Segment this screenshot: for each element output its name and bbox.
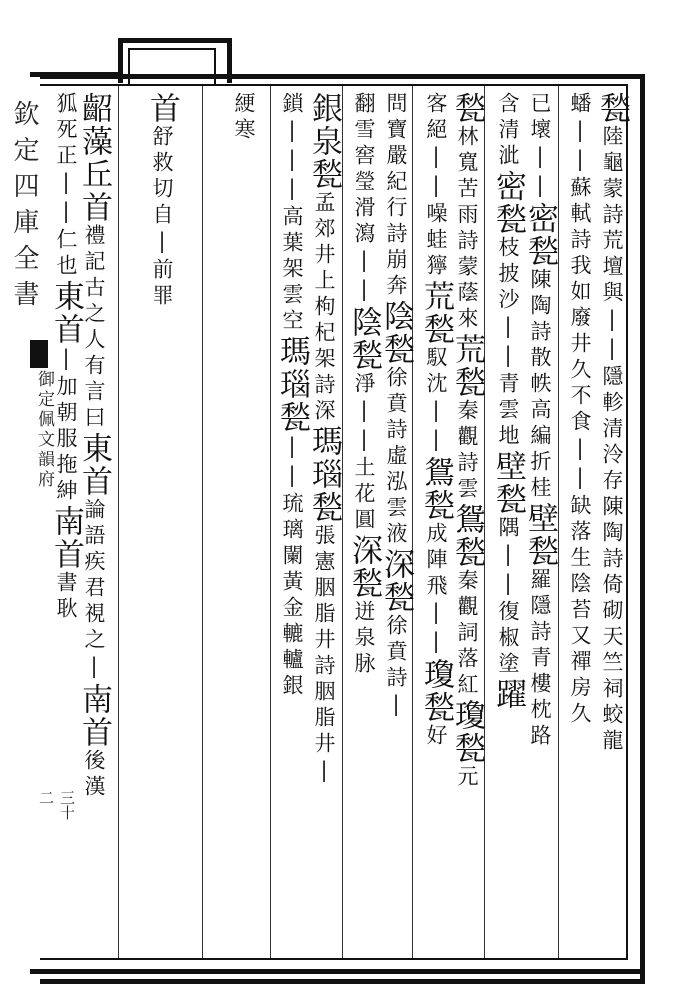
inner-border-top [40, 84, 628, 86]
commentary-text: 秦觀詞落紅 [455, 569, 479, 699]
headword: 瓊甃 [449, 699, 485, 765]
column-rule [558, 86, 559, 958]
commentary-text: 元 [455, 765, 479, 791]
commentary-text: 狐死正||仁也 [54, 92, 78, 280]
text-column [449, 92, 485, 958]
headword: 瓊甃 [418, 658, 454, 724]
headword: 南首 [76, 683, 112, 749]
headword: 南首 [48, 505, 84, 571]
commentary-text: |加朝服拖紳 [54, 346, 78, 505]
column-rule [118, 86, 119, 958]
text-column [418, 92, 454, 958]
column-rule [270, 86, 271, 958]
commentary-text: 已壞|| [528, 92, 552, 202]
commentary-text: 好 [424, 724, 448, 750]
fish-tail-mark [30, 340, 48, 368]
commentary-text: 張憲胭脂井詩胭脂井| [312, 524, 336, 787]
commentary-text: 書耿 [54, 571, 78, 623]
margin-title: 欽定四庫全書 [9, 100, 39, 316]
page-number: 三十二 [37, 790, 76, 820]
headword: 甃 [594, 92, 630, 125]
text-column [76, 92, 112, 958]
commentary-text: 馭沈|| [424, 346, 448, 456]
headword: 壁甃 [522, 502, 558, 568]
margin-book-title: 御定佩文韻府 [34, 370, 54, 490]
inner-border-right [626, 84, 628, 960]
headword: 陰甃 [346, 306, 382, 372]
text-column [568, 92, 592, 958]
headword: 銀泉甃 [306, 92, 342, 191]
commentary-text: 客絕||噪蛙獰 [424, 92, 448, 280]
text-column [378, 92, 414, 958]
headword: 深甃 [346, 534, 382, 600]
commentary-text: 問寶嚴紀行詩崩奔 [384, 92, 408, 300]
headword: 壁甃 [490, 450, 526, 516]
commentary-text: 禮記古之人有言曰 [82, 224, 106, 432]
commentary-text: 舒救切自 [150, 125, 174, 229]
headword: 荒甃 [449, 333, 485, 399]
commentary-text: 陳陶詩散帙高編折桂 [528, 268, 552, 502]
text-column [306, 92, 342, 958]
commentary-text: 迸泉脉 [352, 600, 376, 678]
frame-bottom-edge [30, 969, 645, 974]
commentary-text: 林寬苦雨詩蒙蔭來 [455, 125, 479, 333]
text-column [522, 92, 558, 958]
headword: 首 [144, 92, 180, 125]
text-column [274, 92, 310, 958]
commentary-text: 後漢 [82, 749, 106, 801]
commentary-text: 含清泚 [496, 92, 520, 170]
column-rule [412, 86, 413, 958]
text-column [144, 92, 180, 958]
headword: 鴛甃 [449, 503, 485, 569]
headword: 密甃 [522, 202, 558, 268]
commentary-text: 論語疾君視之| [82, 498, 106, 683]
text-column [346, 92, 382, 958]
headword: 鴛甃 [418, 456, 454, 522]
commentary-text: 淨||土花圓 [352, 372, 376, 534]
headword: 東首 [48, 280, 84, 346]
commentary-text: 鎖|||高葉架雲空 [280, 92, 304, 335]
headword: 瑪瑙甃 [274, 335, 310, 434]
text-column [594, 92, 630, 958]
commentary-text: 徐賁詩| [384, 614, 408, 721]
commentary-text: 蟠||蘇軾詩我如廢井久不食||缺落生陰苔又禪房久 [568, 92, 592, 728]
commentary-text: 孟郊井上枸杞架詩深 [312, 191, 336, 425]
headword: 瑪瑙甃 [306, 425, 342, 524]
commentary-text: 羅隱詩青樓枕路 [528, 568, 552, 750]
commentary-text: 秦觀詩雲 [455, 399, 479, 503]
text-column [232, 92, 256, 958]
headword: 深甃 [378, 548, 414, 614]
text-column [48, 92, 84, 958]
commentary-text: 徐賁詩虛泓雲液 [384, 366, 408, 548]
commentary-text: 成陣飛|| [424, 522, 448, 658]
commentary-text: 翻雪窖瑩滑瀉|| [352, 92, 376, 306]
headword: 東首 [76, 432, 112, 498]
commentary-text: 枝披沙||青雲地 [496, 236, 520, 450]
column-rule [202, 86, 203, 958]
inner-border-bottom [40, 958, 628, 960]
headword: 齠藻丘首 [76, 92, 112, 224]
commentary-text: |前罪 [150, 229, 174, 310]
commentary-text: ||琉璃闌黃金轆轤銀 [280, 434, 304, 700]
column-rule [342, 86, 343, 958]
headword: 陰甃 [378, 300, 414, 366]
headword: 躍 [490, 678, 526, 711]
text-column [490, 92, 526, 958]
headword: 甃 [449, 92, 485, 125]
headword: 密甃 [490, 170, 526, 236]
commentary-text: 陸龜蒙詩荒壇與||隱軫清泠存陳陶詩倚砌天竺祠蛟龍 [600, 125, 624, 755]
commentary-text: 綆寒 [232, 92, 256, 144]
headword: 荒甃 [418, 280, 454, 346]
commentary-text: 隅||復椒塗 [496, 516, 520, 678]
